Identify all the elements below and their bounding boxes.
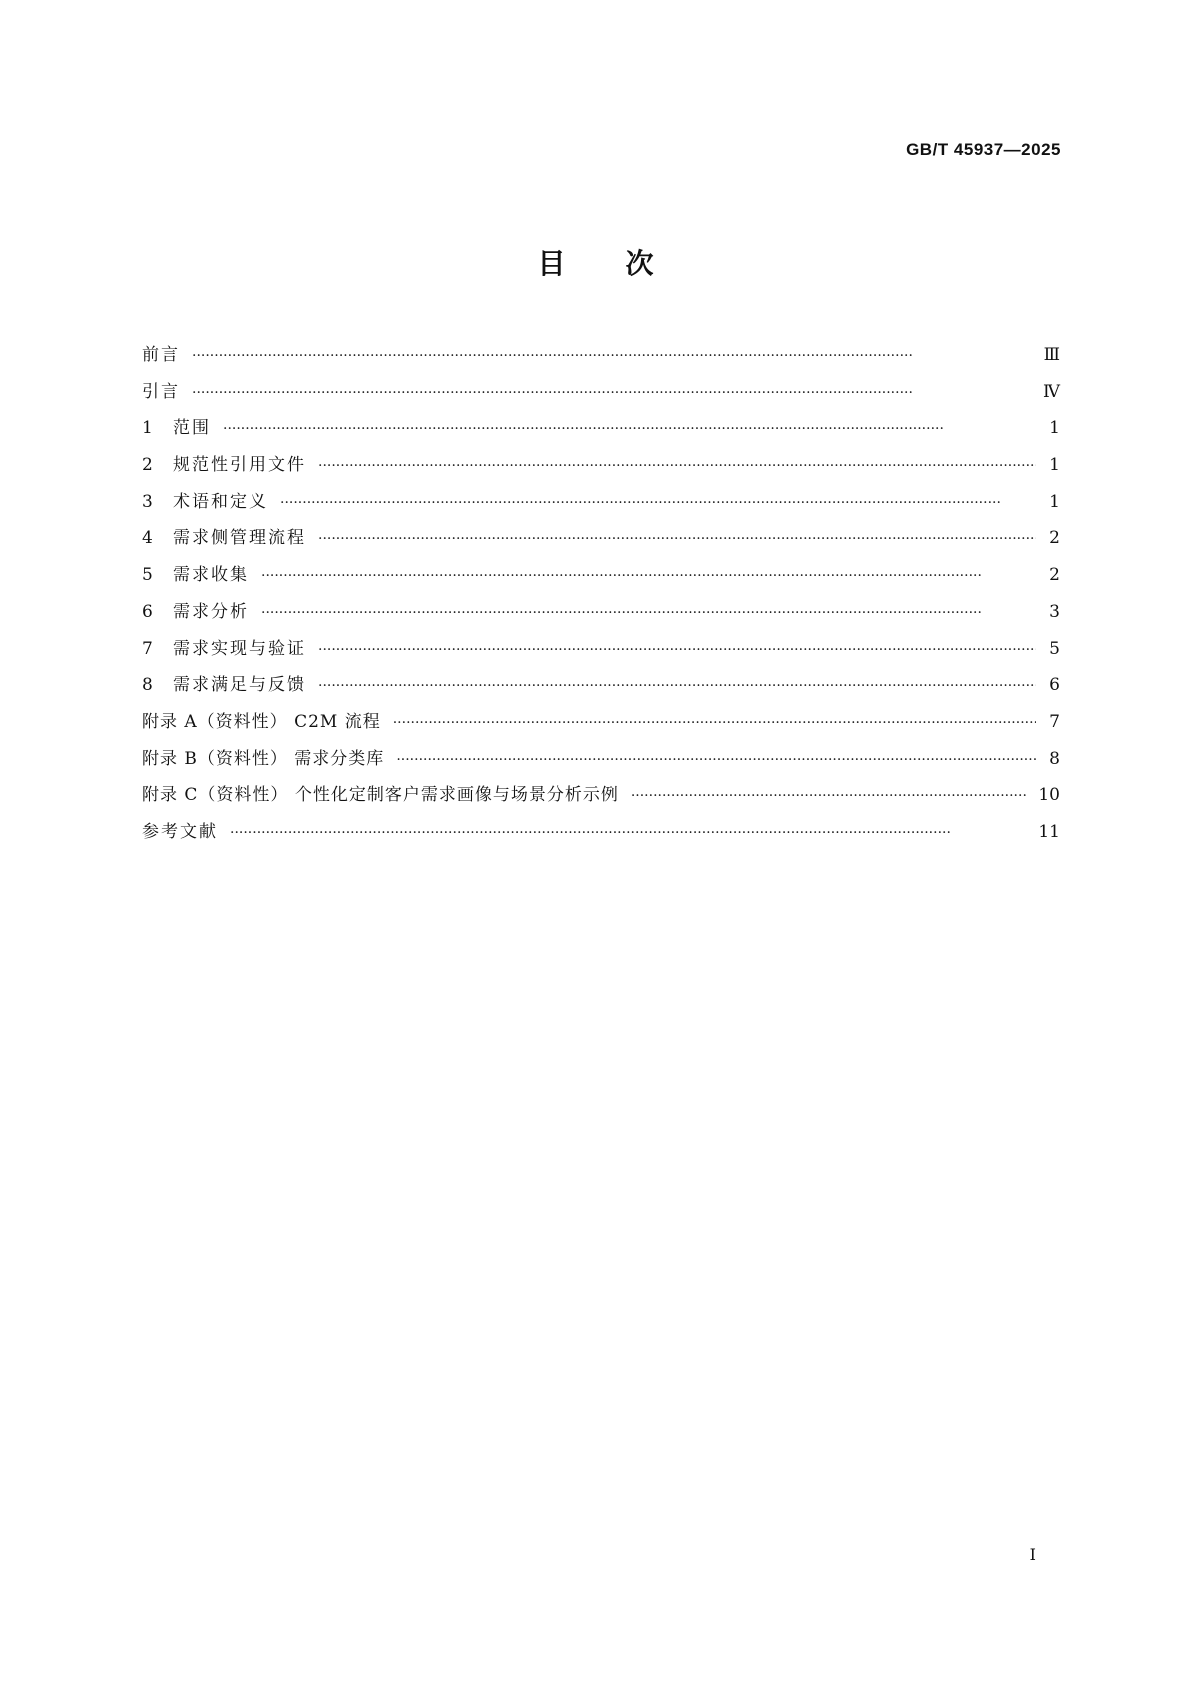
toc-entry-label: 需求满足与反馈 [173,675,306,696]
toc-entry-label: 需求分析 [173,601,249,622]
toc-entry-page: 3 [1049,601,1060,622]
toc-entry-number: 2 [142,455,153,476]
toc-entry-page: 6 [1049,675,1060,696]
toc-leader-dots [318,455,1036,475]
toc-entry-label: 范围 [173,418,211,439]
page-number: Ⅰ [1029,1545,1036,1564]
toc-entry-page: 1 [1049,491,1060,512]
toc-entry-satisfaction-feedback[interactable] [142,670,1060,707]
toc-entry-demand-analysis[interactable] [142,597,1060,634]
toc-entry-number: 6 [142,601,153,622]
toc-entry-annex-a[interactable] [142,707,1060,744]
toc-entry-number: 5 [142,565,153,586]
toc-entry-annex-c[interactable] [142,780,1060,817]
toc-entry-terms-definitions[interactable] [142,487,1060,524]
toc-entry-page: 2 [1049,528,1060,549]
toc-entry-number: 3 [142,491,153,512]
toc-entry-label: 需求收集 [173,565,249,586]
toc-entry-label: 引言 [142,381,180,402]
toc-leader-dots [393,712,1036,732]
toc-entry-demand-collection[interactable] [142,560,1060,597]
toc-leader-dots [280,492,1036,512]
toc-entry-introduction[interactable] [142,377,1060,414]
toc-entry-bibliography[interactable] [142,817,1060,854]
toc-entry-page: Ⅳ [1043,381,1060,402]
toc-entry-page: 5 [1049,638,1060,659]
toc-entry-label: 需求侧管理流程 [173,528,306,549]
toc-entry-page: 1 [1049,418,1060,439]
toc-leader-dots [261,602,1036,622]
toc-leader-dots [631,785,1029,805]
toc-leader-dots [318,528,1036,548]
toc-entry-label: 附录 C（资料性） 个性化定制客户需求画像与场景分析示例 [142,785,619,806]
toc-leader-dots [230,822,1028,842]
toc-entry-page: 2 [1049,565,1060,586]
toc-entry-label: 参考文献 [142,821,218,842]
toc-entry-page: 11 [1038,821,1060,842]
toc-entry-label: 需求实现与验证 [173,638,306,659]
toc-entry-label: 术语和定义 [173,491,268,512]
toc-leader-dots [192,345,1034,365]
toc-leader-dots [192,382,1033,402]
toc-entry-implementation-verification[interactable] [142,634,1060,671]
title-char-1: 目 [537,247,566,280]
toc-entry-number: 1 [142,418,153,439]
toc-entry-label: 规范性引用文件 [173,455,306,476]
toc-entry-number: 4 [142,528,153,549]
toc-leader-dots [396,749,1036,769]
toc-entry-normative-references[interactable] [142,450,1060,487]
toc-entry-number: 7 [142,638,153,659]
toc-leader-dots [223,418,1036,438]
toc-entry-page: 7 [1049,711,1060,732]
standard-code: GB/T 45937—2025 [906,140,1061,159]
toc-entry-page: Ⅲ [1043,345,1060,365]
toc-entry-page: 10 [1038,785,1060,806]
toc-entry-scope[interactable] [142,413,1060,450]
toc-entry-annex-b[interactable] [142,744,1060,781]
toc-entry-number: 8 [142,675,153,696]
toc-entry-page: 8 [1049,748,1060,769]
toc-entry-label: 附录 A（资料性） C2M 流程 [142,711,381,732]
table-of-contents [142,340,1060,854]
toc-entry-demand-side-process[interactable] [142,523,1060,560]
toc-leader-dots [318,675,1036,695]
title-char-2: 次 [625,247,654,280]
toc-leader-dots [318,639,1036,659]
toc-entry-page: 1 [1049,455,1060,476]
toc-entry-foreword[interactable] [142,340,1060,377]
toc-leader-dots [261,565,1036,585]
page-title [0,242,1191,282]
toc-entry-label: 附录 B（资料性） 需求分类库 [142,748,385,769]
toc-entry-label: 前言 [142,345,180,365]
